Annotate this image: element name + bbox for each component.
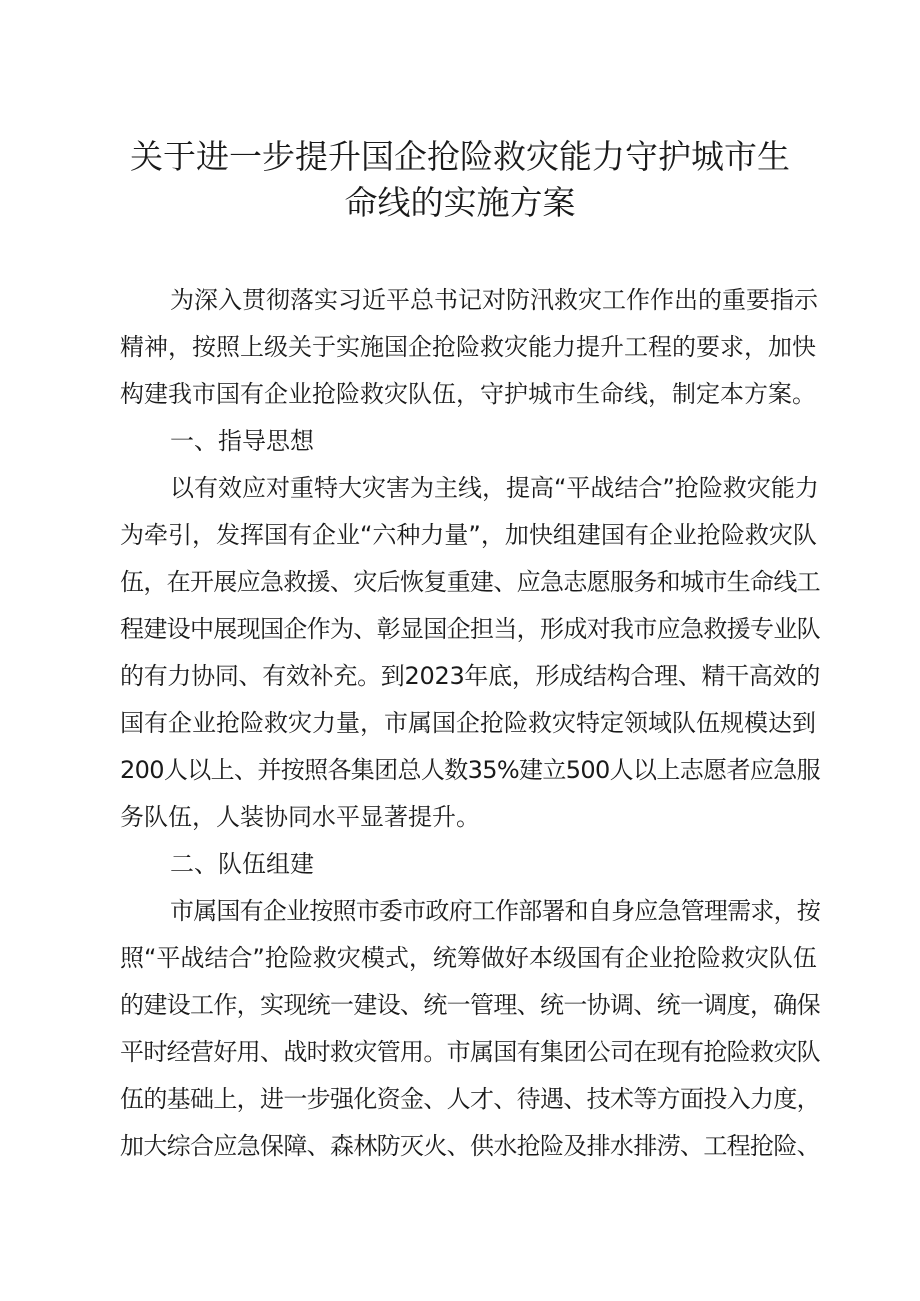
- paragraph-guideline-line-4: 程建设中展现国企作为、彰显国企担当，形成对我市应急救援专业队: [120, 615, 820, 643]
- document-title-line-1: 关于进一步提升国企抢险救灾能力守护城市生: [130, 137, 790, 176]
- paragraph-intro-line-1: 为深入贯彻落实习近平总书记对防汛救灾工作作出的重要指示: [170, 286, 818, 314]
- paragraph-guideline-line-2: 为牵引，发挥国有企业“六种力量”，加快组建国有企业抢险救灾队: [120, 521, 817, 549]
- paragraph-guideline-line-7: 200人以上、并按照各集团总人数35%建立500人以上志愿者应急服: [120, 756, 820, 784]
- document-title-line-2: 命线的实施方案: [344, 183, 576, 222]
- paragraph-intro-line-2: 精神，按照上级关于实施国企抢险救灾能力提升工程的要求，加快: [120, 333, 816, 361]
- paragraph-team-line-4: 平时经营好用、战时救灾管用。市属国有集团公司在现有抢险救灾队: [120, 1038, 820, 1066]
- paragraph-guideline-line-6: 国有企业抢险救灾力量，市属国企抢险救灾特定领域队伍规模达到: [120, 709, 816, 737]
- section-heading-1: 一、指导思想: [170, 427, 314, 455]
- paragraph-intro-line-3: 构建我市国有企业抢险救灾队伍，守护城市生命线，制定本方案。: [120, 380, 816, 408]
- paragraph-team-line-2: 照“平战结合”抢险救灾模式，统筹做好本级国有企业抢险救灾队伍: [120, 944, 817, 972]
- paragraph-guideline-line-3: 伍，在开展应急救援、灾后恢复重建、应急志愿服务和城市生命线工: [120, 568, 820, 596]
- paragraph-guideline-line-1: 以有效应对重特大灾害为主线，提高“平战结合”抢险救灾能力: [170, 474, 819, 502]
- paragraph-guideline-line-8: 务队伍，人装协同水平显著提升。: [120, 803, 480, 831]
- paragraph-guideline-line-5: 的有力协同、有效补充。到2023年底，形成结构合理、精干高效的: [120, 662, 821, 690]
- section-heading-2: 二、队伍组建: [170, 850, 314, 878]
- paragraph-team-line-1: 市属国有企业按照市委市政府工作部署和自身应急管理需求，按: [170, 897, 820, 925]
- paragraph-team-line-3: 的建设工作，实现统一建设、统一管理、统一协调、统一调度，确保: [120, 991, 820, 1019]
- paragraph-team-line-5: 伍的基础上，进一步强化资金、人才、待遇、技术等方面投入力度，: [120, 1085, 820, 1113]
- paragraph-team-line-6: 加大综合应急保障、森林防灭火、供水抢险及排水排涝、工程抢险、: [120, 1132, 820, 1160]
